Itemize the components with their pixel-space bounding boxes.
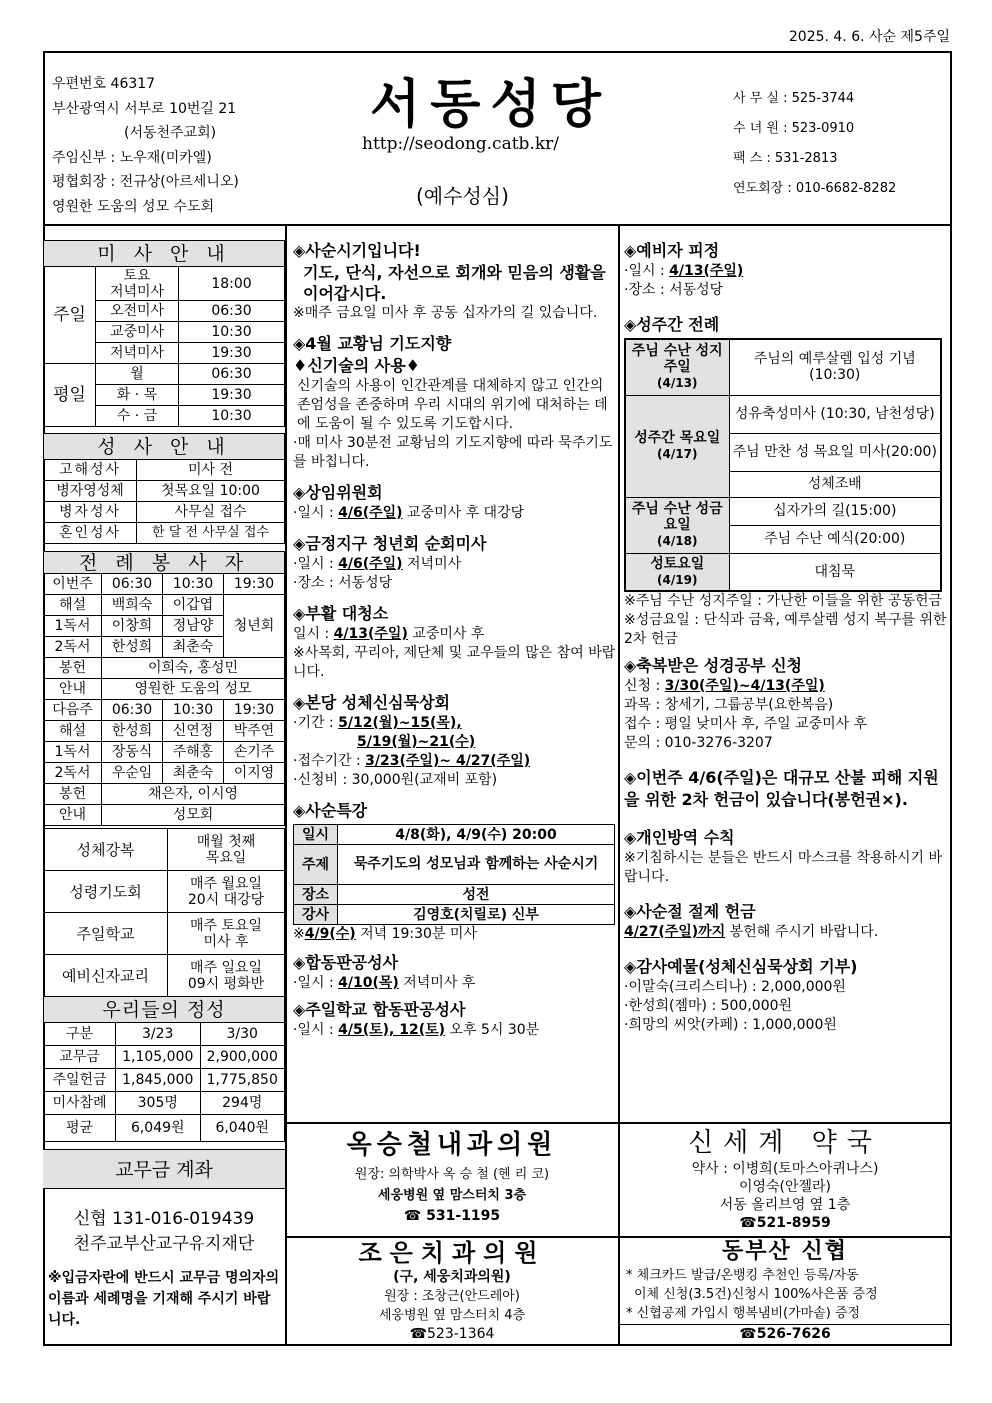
role-label: 안내 [44, 805, 102, 826]
role-label: 2독서 [44, 763, 102, 784]
clean-line [293, 625, 618, 644]
offering-label: 평균 [44, 1115, 116, 1142]
time-col: 10:30 [163, 700, 224, 721]
sacrament-name: 병자성사 [44, 502, 137, 523]
period-dates: 5/12(월)~15(목), [338, 715, 462, 731]
time-col: 06:30 [102, 700, 163, 721]
clean-title: ◈부활 대청소 [293, 604, 389, 623]
week-label: 다음주 [44, 700, 102, 721]
clinic-phone: ☎ 531-1195 [403, 1208, 501, 1224]
offering-value: 294명 [200, 1092, 285, 1115]
label: ·일시 : [293, 505, 339, 521]
lecture-key: 장소 [294, 885, 338, 905]
server-name: 성모회 [102, 805, 285, 826]
holy-event: 성유축성미사 (10:30, 남천성당) [729, 395, 941, 433]
mass-time: 10:30 [179, 406, 285, 427]
eucharist-title: ◈본당 성체신심묵상회 [293, 693, 450, 712]
server-name: 이창희 [102, 616, 163, 637]
ad-clinic [287, 1126, 617, 1227]
offerings-title: 우리들의 정성 [44, 997, 285, 1023]
lecture-table [293, 824, 615, 925]
ad-dental [287, 1238, 617, 1344]
holy-day [625, 395, 729, 497]
penance-line [293, 974, 618, 993]
geum-date: 4/6(주일) [338, 556, 403, 572]
holy-day-date: (4/19) [657, 572, 698, 587]
server-name: 최춘숙 [163, 637, 224, 658]
contact-yeondo: 연도회장 : 010-6682-8282 [733, 181, 897, 196]
right-column [624, 240, 949, 1035]
thanks-row: ·이말숙(크리스티나) : 2,000,000원 [624, 979, 846, 995]
mass-time: 18:00 [179, 267, 285, 301]
meeting-name: 주일학교 [44, 913, 168, 955]
pope-subtitle: ♦신기술의 사용♦ [293, 356, 420, 375]
fire-donation: ◈이번주 4/6(주일)은 대규모 산불 피해 지원을 위한 2차 헌금이 있습니다(봉헌권×). [624, 768, 939, 809]
mass-table [43, 240, 285, 427]
school-title: ◈주일학교 합동판공성사 [293, 1000, 466, 1019]
lecture-key: 주제 [294, 845, 338, 885]
lent-title: ◈사순시기입니다! [293, 241, 421, 260]
clinic-location: 세웅병원 옆 맘스터치 3층 [377, 1188, 527, 1203]
parish-url[interactable]: http://seodong.catb.kr/ [362, 134, 559, 154]
ad-bank [620, 1238, 950, 1344]
server-name: 이희숙, 홍성민 [102, 658, 285, 679]
servers-table [43, 551, 285, 826]
server-name: 한성희 [102, 637, 163, 658]
lecture-value: 묵주기도의 성모님과 함께하는 사순시기 [338, 845, 615, 885]
time-col: 19:30 [224, 574, 285, 595]
mass-time: 06:30 [179, 364, 285, 385]
lecture-key: 강사 [294, 905, 338, 925]
role-label: 2독서 [44, 637, 102, 658]
holy-event: 주님 만찬 성 목요일 미사(20:00) [729, 433, 941, 471]
lecture-value: 성전 [338, 885, 615, 905]
role-label: 해설 [44, 721, 102, 742]
offerings-table [43, 996, 285, 1142]
server-name: 정남양 [163, 616, 224, 637]
weekday-label: 평일 [44, 364, 96, 427]
mass-time: 19:30 [179, 343, 285, 364]
label: 일시 : [293, 626, 334, 642]
holy-week-title: ◈성주간 전례 [624, 315, 720, 334]
meeting-name: 성체강복 [44, 829, 168, 871]
meeting-info: 매주 일요일 09시 평화반 [168, 955, 285, 997]
eucharist-period [293, 714, 618, 733]
holy-day-name: 주님 수난 성지 주일 [631, 343, 723, 376]
dental-old-name: (구, 세웅치과의원) [393, 1269, 511, 1285]
parish-title: 서동성당 [370, 74, 611, 135]
account-title: 교무금 계좌 [43, 1149, 285, 1189]
role-label: 1독서 [44, 742, 102, 763]
holy-event: 주님의 예루살렘 입성 기념(10:30) [729, 339, 941, 395]
sunday-label: 주일 [44, 267, 96, 364]
offering-value: 6,040원 [200, 1115, 285, 1142]
week-label: 이번주 [44, 574, 102, 595]
mass-name: 화 · 목 [96, 385, 179, 406]
mass-name: 월 [96, 364, 179, 385]
server-name: 백희숙 [102, 595, 163, 616]
meetings-table [43, 828, 285, 997]
bible-title: ◈축복받은 성경공부 신청 [624, 656, 803, 675]
mass-name: 수 · 금 [96, 406, 179, 427]
holy-day-name: 성주간 목요일 [634, 430, 721, 446]
standing-date: 4/6(주일) [338, 505, 403, 521]
server-name: 최춘숙 [163, 763, 224, 784]
youth-group: 청년회 [224, 595, 285, 658]
label: ·일시 : [293, 1022, 339, 1038]
label: ·일시 : [624, 263, 670, 279]
offering-value: 1,105,000 [116, 1046, 201, 1069]
role-label: 안내 [44, 679, 102, 700]
contacts [733, 84, 896, 204]
abstinence-date: 4/27(주일)까지 [624, 924, 726, 940]
holy-day [625, 553, 729, 591]
text: 저녁 19:30분 미사 [355, 926, 477, 942]
meeting-name: 성령기도회 [44, 871, 168, 913]
meeting-info: 매월 첫째 목요일 [168, 829, 285, 871]
meeting-info: 매주 토요일 미사 후 [168, 913, 285, 955]
label: ·일시 : [293, 556, 339, 572]
sacrament-info: 한 달 전 사무실 접수 [137, 523, 285, 544]
meeting-info: 매주 월요일 20시 대강당 [168, 871, 285, 913]
bible-course: 과목 : 창세기, 그룹공부(요한복음) [624, 697, 834, 713]
mass-name: 교중미사 [96, 322, 179, 343]
lecture-title: ◈사순특강 [293, 801, 368, 820]
bank-phone: ☎526-7626 [620, 1324, 950, 1344]
holy-event: 주님 수난 예식(20:00) [729, 525, 941, 553]
pharmacy-location: 서동 올리브영 옆 1층 [719, 1197, 851, 1213]
role-label: 봉헌 [44, 784, 102, 805]
holy-note-1: ※주님 수난 성지주일 : 가난한 이들을 위한 공동헌금 [624, 593, 943, 609]
account-number: 신협 131-016-019439 [73, 1209, 255, 1229]
holy-note-2: ※성금요일 : 단식과 금육, 예루살렘 성지 복구를 위한 2차 헌금 [624, 612, 947, 647]
school-line [293, 1021, 618, 1040]
thanks-title: ◈감사예물(성체신심묵상회 기부) [624, 957, 858, 976]
sacrament-name: 병자영성체 [44, 481, 137, 502]
bible-contact: 문의 : 010-3276-3207 [624, 735, 773, 751]
dental-doctor: 원장 : 조창근(안드레아) [384, 1289, 520, 1304]
standing-line [293, 504, 618, 523]
offering-header: 3/30 [200, 1023, 285, 1046]
catechumen-title: ◈예비자 피정 [624, 241, 720, 260]
standing-title: ◈상임위원회 [293, 483, 383, 502]
time-col: 19:30 [224, 700, 285, 721]
server-name: 우순임 [102, 763, 163, 784]
geum-place: ·장소 : 서동성당 [293, 575, 393, 591]
contact-fax: 팩 스 : 531-2813 [733, 151, 838, 166]
lent-body: 기도, 단식, 자선으로 회개와 믿음의 생활을 이어갑시다. [303, 263, 606, 303]
pastor: 주임신부 : 노우재(미카엘) [52, 149, 212, 166]
clinic-doctor: 원장: 의학박사 옥 승 철 (헨 리 코) [354, 1167, 550, 1182]
penance-title: ◈합동판공성사 [293, 953, 399, 972]
role-label: 봉헌 [44, 658, 102, 679]
server-name: 장동식 [102, 742, 163, 763]
offering-header: 3/23 [116, 1023, 201, 1046]
date-line: 2025. 4. 6. 사순 제5주일 [788, 29, 950, 45]
account-info [45, 1207, 283, 1257]
pharmacy-phone: ☎521-8959 [739, 1215, 831, 1231]
server-name: 이갑엽 [163, 595, 224, 616]
bank-line: * 신협공제 가입시 행복냄비(가마솥) 증정 [626, 1306, 861, 1321]
abstinence-line [624, 923, 949, 942]
offering-value: 1,775,850 [200, 1069, 285, 1092]
bank-line: 이체 신청(3.5건)신청시 100%사은품 증정 [634, 1287, 878, 1302]
sacrament-title: 성 사 안 내 [44, 434, 285, 460]
eucharist-fee: ·신청비 : 30,000원(교재비 포함) [293, 772, 498, 788]
bible-recv: 접수 : 평일 낮미사 후, 주일 교중미사 후 [624, 716, 868, 732]
dental-name: 조은치과의원 [358, 1239, 546, 1267]
holy-week-table [624, 338, 942, 592]
mass-name: 저녁미사 [96, 343, 179, 364]
offering-value: 2,900,000 [200, 1046, 285, 1069]
holy-day-name: 성토요일 [650, 555, 705, 572]
catechumen-line [624, 262, 949, 281]
middle-column [293, 240, 618, 1040]
abstinence-title: ◈사순절 절제 헌금 [624, 902, 756, 921]
geum-line [293, 555, 618, 574]
holy-day-name: 주님 수난 성금요일 [631, 501, 723, 533]
text: 교중미사 후 대강당 [402, 505, 525, 521]
meeting-name: 예비신자교리 [44, 955, 168, 997]
bank-line: * 체크카드 발급/온뱅킹 추천인 등록/자동 [626, 1268, 859, 1283]
holy-day [625, 497, 729, 553]
contact-office: 사 무 실 : 525-3744 [733, 91, 855, 106]
pope-note: ·매 미사 30분전 교황님의 기도지향에 따라 묵주기도를 바칩니다. [293, 435, 613, 470]
dental-phone: ☎523-1364 [409, 1326, 495, 1342]
account-holder: 천주교부산교구유지재단 [73, 1234, 255, 1254]
quarantine-body: ※기침하시는 분들은 반드시 마스크를 착용하시기 바랍니다. [624, 850, 942, 885]
lent-note: ※매주 금요일 미사 후 공동 십자가의 길 있습니다. [293, 305, 598, 321]
eucharist-reg [293, 752, 618, 771]
penance-date: 4/10(목) [338, 975, 399, 991]
offering-value: 305명 [116, 1092, 201, 1115]
pharmacist-2: 이영숙(안젤라) [738, 1179, 832, 1195]
geum-title: ◈금정지구 청년회 순회미사 [293, 534, 487, 553]
server-name: 박주연 [224, 721, 285, 742]
holy-day-date: (4/18) [657, 534, 698, 548]
contact-convent: 수 녀 원 : 523-0910 [733, 121, 855, 136]
parish-subtitle: (예수성심) [416, 184, 509, 208]
bible-reg-dates: 3/30(주일)~4/13(주일) [664, 678, 825, 694]
mass-name: 토요 저녁미사 [96, 267, 179, 301]
mark: ※ [293, 926, 305, 942]
mass-time: 06:30 [179, 301, 285, 322]
council-president: 평협회장 : 전규상(아르세니오) [52, 174, 239, 190]
server-name: 채은자, 이시영 [102, 784, 285, 805]
thanks-row: ·희망의 씨앗(카페) : 1,000,000원 [624, 1017, 837, 1033]
offering-header: 구분 [44, 1023, 116, 1046]
sacrament-info: 사무실 접수 [137, 502, 285, 523]
offering-value: 1,845,000 [116, 1069, 201, 1092]
label: ·접수기간 : [293, 753, 366, 769]
period-dates: 5/19(월)~21(수) [357, 734, 476, 750]
mass-time: 19:30 [179, 385, 285, 406]
mass-name: 오전미사 [96, 301, 179, 322]
convent: 영원한 도움의 성모 수도회 [52, 198, 215, 215]
clean-note: ※사목회, 꾸리아, 제단체 및 교우들의 많은 참여 바랍니다. [293, 645, 616, 680]
server-name: 영원한 도움의 성모 [102, 679, 285, 700]
role-label: 1독서 [44, 616, 102, 637]
pope-title: ◈4월 교황님 기도지향 [293, 334, 452, 353]
holy-day-date: (4/13) [657, 376, 698, 391]
ad-pharmacy [620, 1126, 950, 1232]
thanks-row: ·한성희(젬마) : 500,000원 [624, 998, 793, 1014]
parish-info [52, 72, 239, 219]
address: 부산광역시 서부로 10번길 21 [52, 100, 237, 117]
ads-divider [285, 1122, 952, 1124]
holy-event: 성체조배 [729, 471, 941, 497]
lecture-key: 일시 [294, 825, 338, 845]
bible-reg [624, 677, 949, 696]
clean-date: 4/13(주일) [333, 626, 408, 642]
zip-code: 우편번호 46317 [52, 76, 156, 92]
dental-location: 세웅병원 옆 맘스터치 4층 [378, 1308, 526, 1323]
holy-event: 십자가의 길(15:00) [729, 497, 941, 525]
server-name: 주해홍 [163, 742, 224, 763]
lecture-note [293, 925, 618, 944]
clinic-name: 옥승철내과의원 [346, 1130, 558, 1160]
holy-event: 대침묵 [729, 553, 941, 591]
offering-label: 미사참례 [44, 1092, 116, 1115]
mass-title: 미 사 안 내 [44, 241, 285, 267]
label: ·기간 : [293, 715, 339, 731]
reg-dates: 3/23(주일)~ 4/27(주일) [365, 753, 531, 769]
mass-time: 10:30 [179, 322, 285, 343]
school-date: 4/5(토), 12(토) [338, 1022, 446, 1038]
time-col: 06:30 [102, 574, 163, 595]
servers-title: 전 례 봉 사 자 [44, 552, 285, 574]
text: 교중미사 후 [407, 626, 485, 642]
offering-value: 6,049원 [116, 1115, 201, 1142]
offering-label: 교무금 [44, 1046, 116, 1069]
label: ·일시 : [293, 975, 339, 991]
pharmacy-name: 신세계 약국 [688, 1128, 882, 1158]
holy-day-date: (4/17) [657, 447, 698, 461]
quarantine-title: ◈개인방역 수칙 [624, 828, 735, 847]
catechumen-place: ·장소 : 서동성당 [624, 282, 724, 298]
text: 오후 5시 30분 [445, 1022, 540, 1038]
header-divider [43, 224, 952, 226]
lecture-note-date: 4/9(수) [304, 926, 356, 942]
lecture-value: 김영호(치릴로) 신부 [338, 905, 615, 925]
eucharist-period-2 [293, 733, 618, 752]
account-note: ※입금자란에 반드시 교무금 명의자의 이름과 세례명을 기재해 주시기 바랍니다. [48, 1270, 280, 1328]
server-name: 신연정 [163, 721, 224, 742]
text: 저녁미사 [402, 556, 462, 572]
sacrament-table [43, 433, 285, 544]
pharmacist-1: 약사 : 이병희(토마스아퀴나스) [691, 1161, 879, 1177]
catechumen-date: 4/13(주일) [669, 263, 744, 279]
sacrament-info: 첫목요일 10:00 [137, 481, 285, 502]
label: 신청 : [624, 678, 665, 694]
text: 저녁미사 후 [398, 975, 476, 991]
sacrament-name: 혼인성사 [44, 523, 137, 544]
holy-day [625, 339, 729, 395]
server-name: 이지영 [224, 763, 285, 784]
pope-body: 신기술의 사용이 인간관계를 대체하지 않고 인간의 존엄성을 존중하며 우리 시대의 위기에 대처하는 데에 도움이 될 수 있도록 기도합시다. [297, 378, 608, 432]
server-name: 손기주 [224, 742, 285, 763]
time-col: 10:30 [163, 574, 224, 595]
lecture-value: 4/8(화), 4/9(수) 20:00 [338, 825, 615, 845]
address-church: (서동천주교회) [124, 125, 217, 141]
role-label: 해설 [44, 595, 102, 616]
text: 봉헌해 주시기 바랍니다. [725, 924, 879, 940]
server-name: 한성희 [102, 721, 163, 742]
bank-name: 동부산 신협 [722, 1239, 848, 1264]
offering-label: 주일헌금 [44, 1069, 116, 1092]
sacrament-name: 고해성사 [44, 460, 137, 481]
sacrament-info: 미사 전 [137, 460, 285, 481]
